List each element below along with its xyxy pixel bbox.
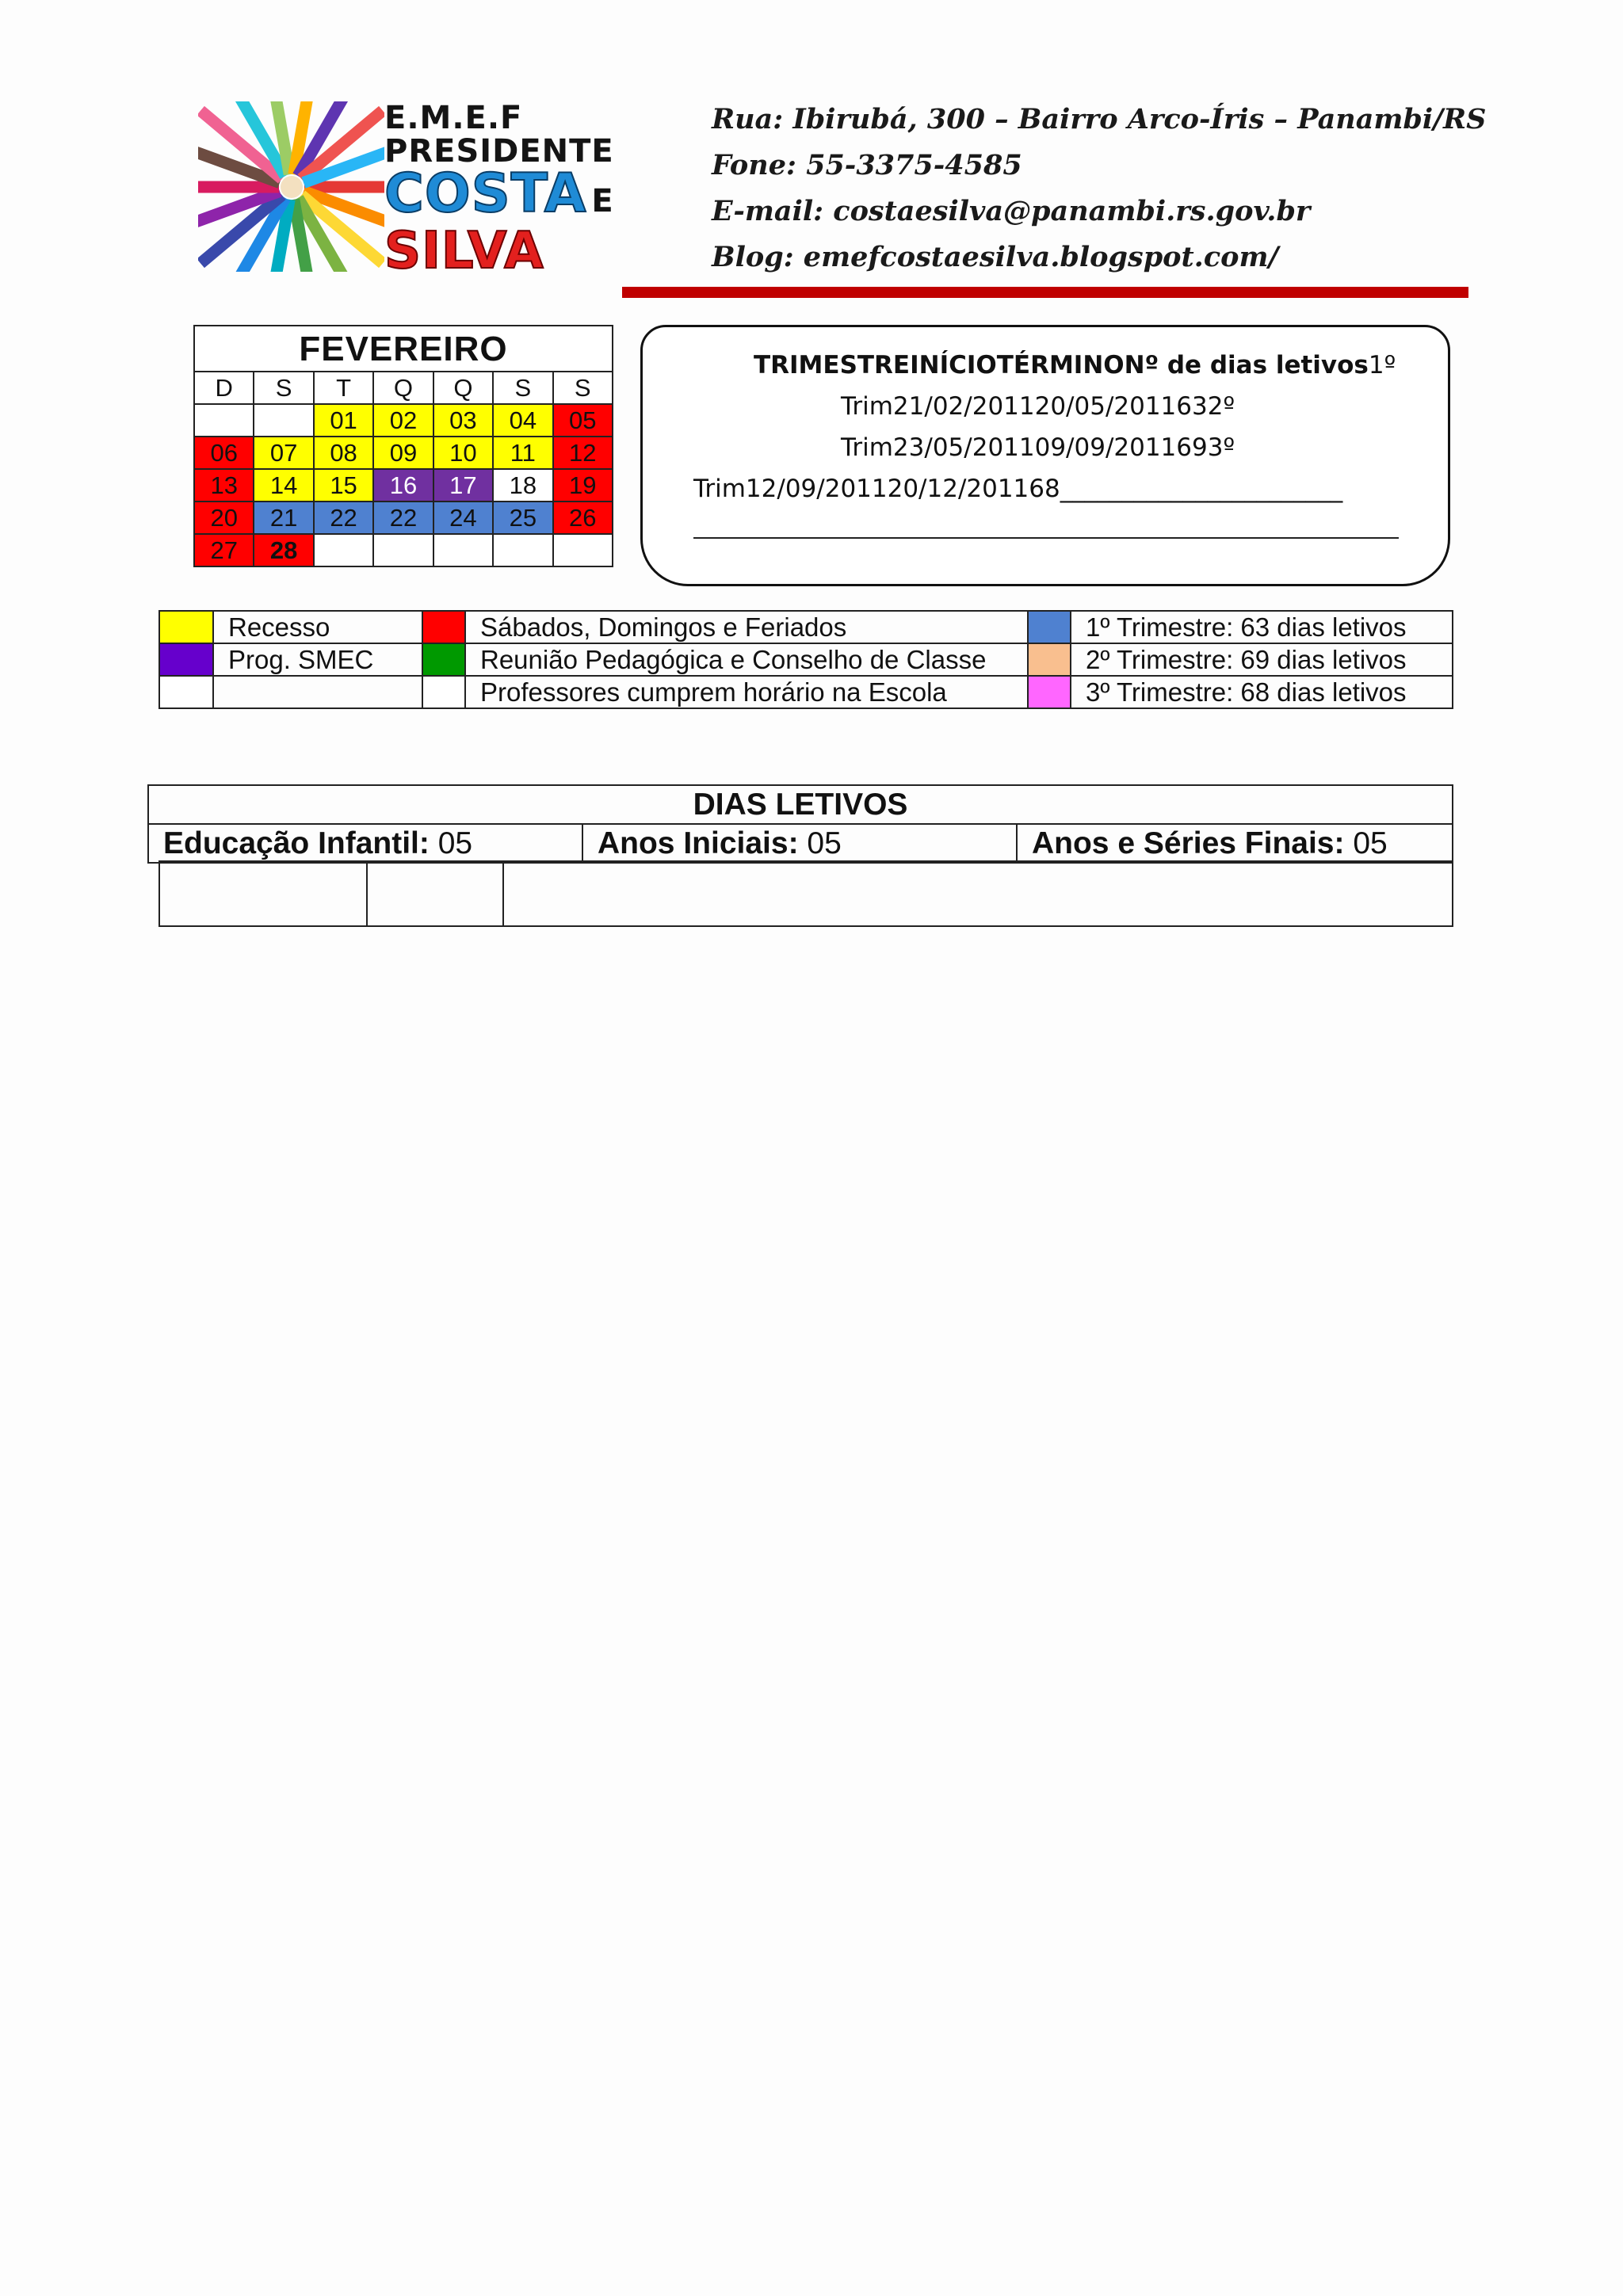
phone-line: Fone: 55-3375-4585 (712, 149, 1022, 181)
calendar-day: 22 (314, 502, 373, 534)
calendar-empty-day (254, 404, 313, 437)
legend-table (158, 610, 1453, 709)
calendar-empty-day (493, 534, 552, 566)
calendar-day: 02 (373, 404, 433, 437)
calendar-day: 20 (194, 502, 254, 534)
legend-swatch-yellow (159, 611, 213, 643)
anos-iniciais-value: 05 (798, 826, 842, 860)
legend-label: 3º Trimestre: 68 dias letivos (1071, 676, 1453, 708)
weekday-header: S (254, 372, 313, 404)
logo-e: E (591, 183, 614, 219)
calendar-day: 24 (433, 502, 493, 534)
calendar-day: 09 (373, 437, 433, 469)
calendar-month-title: FEVEREIRO (194, 326, 613, 372)
weekday-header: Q (373, 372, 433, 404)
calendar-day: 03 (433, 404, 493, 437)
calendar-day: 11 (493, 437, 552, 469)
legend-label: 2º Trimestre: 69 dias letivos (1071, 643, 1453, 676)
legend-swatch-peach (1028, 643, 1071, 676)
calendar-day: 15 (314, 469, 373, 502)
header-rule (622, 287, 1468, 298)
empty-cell (503, 861, 1453, 926)
legend-label (213, 676, 422, 708)
legend-row (159, 643, 1453, 676)
trimester-row-2: Trim23/05/201109/09/2011693º (841, 433, 1235, 462)
calendar-day: 07 (254, 437, 313, 469)
legend-swatch-red (422, 611, 465, 643)
calendar-day: 12 (553, 437, 613, 469)
calendar-february (193, 325, 613, 567)
trimester-row-1: Trim21/02/201120/05/2011632º (841, 392, 1235, 421)
logo-line-presidente: PRESIDENTE (384, 133, 614, 170)
calendar-day: 18 (493, 469, 552, 502)
legend-swatch-blue (1028, 611, 1071, 643)
legend-swatch-white (159, 676, 213, 708)
legend-swatch-white (422, 676, 465, 708)
legend-label: Sábados, Domingos e Feriados (465, 611, 1028, 643)
school-contact (712, 97, 1504, 280)
legend-label: 1º Trimestre: 63 dias letivos (1071, 611, 1453, 643)
calendar-day: 28 (254, 534, 313, 566)
calendar-week (194, 469, 613, 502)
email-line: E-mail: costaesilva@panambi.rs.gov.br (712, 195, 1311, 227)
trimester-header-bold: TRIMESTREINÍCIOTÉRMINONº de dias letivos (754, 351, 1369, 379)
blog-line: Blog: emefcostaesilva.blogspot.com/ (712, 241, 1279, 273)
calendar-day: 10 (433, 437, 493, 469)
calendar-day: 21 (254, 502, 313, 534)
trimester-info-box (640, 325, 1450, 586)
anos-finais-value: 05 (1344, 826, 1388, 860)
calendar-day: 08 (314, 437, 373, 469)
weekday-header: D (194, 372, 254, 404)
calendar-empty-day (433, 534, 493, 566)
anos-finais-label: Anos e Séries Finais: (1032, 826, 1345, 860)
calendar-day: 04 (493, 404, 552, 437)
weekday-header: S (553, 372, 613, 404)
logo-line-costa (384, 162, 614, 227)
weekday-header: S (493, 372, 552, 404)
weekday-header: Q (433, 372, 493, 404)
calendar-day: 14 (254, 469, 313, 502)
legend-label: Prog. SMEC (213, 643, 422, 676)
anos-iniciais-cell (582, 824, 1017, 863)
calendar-day: 05 (553, 404, 613, 437)
trimester-header-tail: 1º (1368, 351, 1396, 379)
calendar-day: 25 (493, 502, 552, 534)
address-line: Rua: Ibirubá, 300 – Bairro Arco-Íris – Panambi/RS (712, 103, 1487, 135)
legend-label: Reunião Pedagógica e Conselho de Classe (465, 643, 1028, 676)
legend-label: Professores cumprem horário na Escola (465, 676, 1028, 708)
calendar-day: 22 (373, 502, 433, 534)
calendar-day: 13 (194, 469, 254, 502)
legend-swatch-pink (1028, 676, 1071, 708)
empty-cell (159, 861, 367, 926)
calendar-day: 17 (433, 469, 493, 502)
pencil-tips-center (281, 176, 303, 198)
colored-pencils-icon (198, 101, 384, 272)
calendar-week (194, 404, 613, 437)
trimester-blank-line (693, 537, 1399, 539)
educacao-infantil-value: 05 (429, 826, 473, 860)
calendar-day: 26 (553, 502, 613, 534)
legend-label: Recesso (213, 611, 422, 643)
calendar-empty-day (553, 534, 613, 566)
calendar-week (194, 437, 613, 469)
calendar-day: 19 (553, 469, 613, 502)
educacao-infantil-label: Educação Infantil: (163, 826, 430, 860)
educacao-infantil-cell (148, 824, 582, 863)
logo-line-silva: SILVA (384, 222, 544, 280)
calendar-day: 01 (314, 404, 373, 437)
empty-cell (367, 861, 503, 926)
anos-finais-cell (1017, 824, 1453, 863)
legend-row (159, 676, 1453, 708)
trimester-row-3: Trim12/09/201120/12/201168_______________________ (693, 475, 1343, 503)
dias-letivos-title: DIAS LETIVOS (148, 785, 1453, 824)
calendar-week (194, 534, 613, 566)
logo-wordmark (384, 100, 614, 280)
trimester-header (754, 351, 1396, 379)
dias-letivos-table (147, 784, 1453, 864)
logo-line-emef: E.M.E.F (384, 100, 523, 136)
calendar-day: 16 (373, 469, 433, 502)
legend-swatch-purple (159, 643, 213, 676)
calendar-empty-day (194, 404, 254, 437)
calendar-empty-day (314, 534, 373, 566)
anos-iniciais-label: Anos Iniciais: (598, 826, 799, 860)
legend-swatch-green (422, 643, 465, 676)
calendar-day: 06 (194, 437, 254, 469)
calendar-day: 27 (194, 534, 254, 566)
legend-row (159, 611, 1453, 643)
logo-costa: COSTA (384, 162, 587, 225)
school-logo (198, 100, 614, 280)
calendar-empty-day (373, 534, 433, 566)
weekday-header: T (314, 372, 373, 404)
calendar-week (194, 502, 613, 534)
dias-letivos-empty-row (158, 860, 1453, 927)
